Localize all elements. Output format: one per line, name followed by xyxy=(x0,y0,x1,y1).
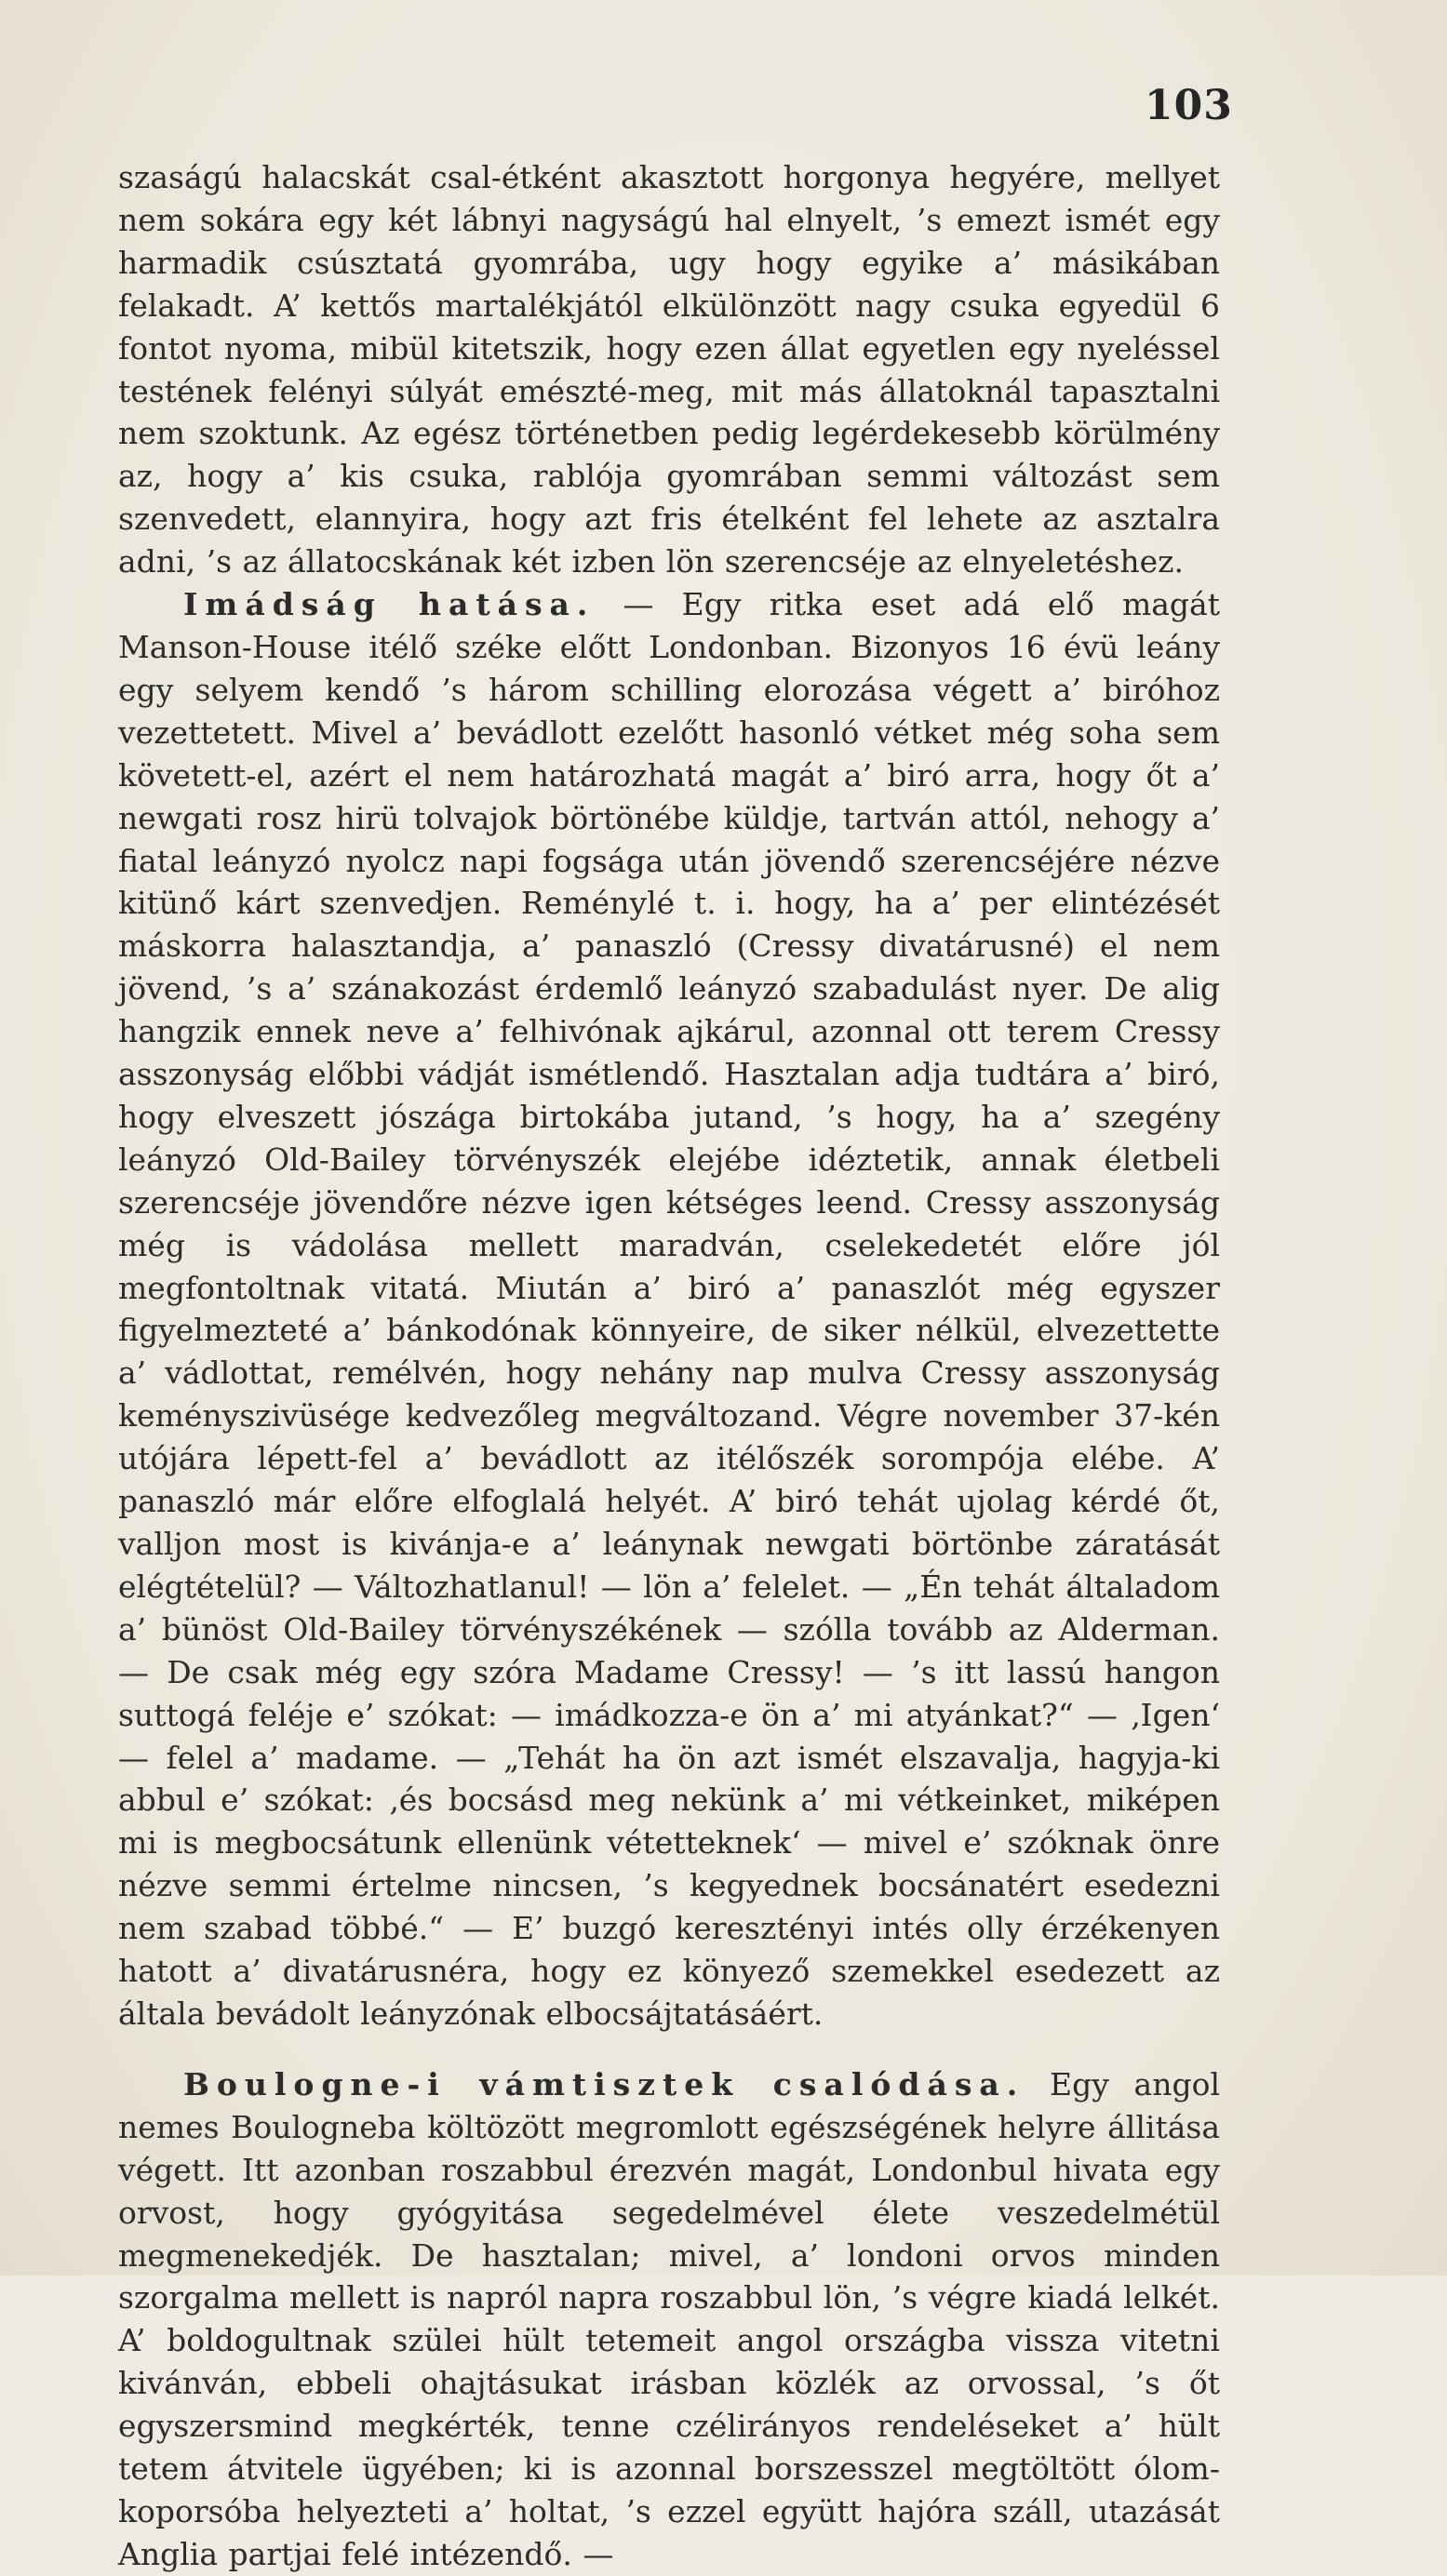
paragraph-text: Egy angol nemes Boulogneba költözött megromlott egészségének helyre állitása végett. Itt azonban roszabbul érezvén magát, Londonbul hivata egy orvost, hogy gyógyitása segedelmével élete veszedelmétül megmenekedjék. De hasztalan; mivel, a’ londoni orvos minden szorgalma mellett is napról napra roszabbul lön, ’s végre kiadá lelkét. A’ boldogultnak szülei hült tetemeit angol országba vissza vitetni kivánván, ebbeli ohajtásukat irásban közlék az orvossal, ’s őt egyszersmind megkérték, tenne czélirányos rendeléseket a’ hült tetem átvitele ügyében; ki is azonnal borszesszel megtöltött ólom-koporsóba helyezteti a’ holtat, ’s ezzel együtt hajóra száll, utazását Anglia partjai felé intézendő. — xyxy=(118,2065,1220,2572)
paragraph-continuation: szaságú halacskát csal-étként akasztott horgonya hegyére, mellyet nem sokára egy két lábnyi nagyságú hal elnyelt, ’s emezt ismét egy harmadik csúsztatá gyomrába, ugy hogy egyike a’ másikában felakadt. A’ kettős martalékjától elkülönzött nagy csuka egyedül 6 fontot nyoma, mibül kitetszik, hogy ezen állat egyetlen egy nyeléssel testének felényi súlyát emészté-meg, mit más állatoknál tapasztalni nem szoktunk. Az egész történetben pedig legérdekesebb körülmény az, hogy a’ kis csuka, rablója gyomrában semmi változást sem szenvedett, elannyira, hogy azt fris ételként fel lehete az asztalra adni, ’s az állatocskának két izben lön szerencséje az elnyeletéshez. xyxy=(118,159,1220,581)
page-number: 103 xyxy=(1145,82,1233,129)
section-heading-imadsag-hatasa: Imádság hatása. xyxy=(183,586,596,623)
paragraph-text: — Egy ritka eset adá elő magát Manson-House itélő széke előtt Londonban. Bizonyos 16 évü leány egy selyem kendő ’s három schilling elorozása végett a’ biróhoz vezettetett. Mivel a’ bevádlott ezelőtt hasonló vétket még soha sem követett-el, azért el nem határozhatá magát a’ biró arra, hogy őt a’ newgati rosz hirü tolvajok börtönébe küldje, tartván attól, nehogy a’ fiatal leányzó nyolcz napi fogsága után jövendő szerencséjére nézve kitünő kárt szenvedjen. Reménylé t. i. hogy, ha a’ per elintézését máskorra halasztandja, a’ panaszló (Cressy divatárusné) el nem jövend, ’s a’ szánakozást érdemlő leányzó szabadulást nyer. De alig hangzik ennek neve a’ felhivónak ajkárul, azonnal ott terem Cressy asszonyság előbbi vádját ismétlendő. Hasztalan adja tudtára a’ biró, hogy elveszett jószága birtokába jutand, ’s hogy, ha a’ szegény leányzó Old-Bailey törvényszék elejébe idéztetik, annak életbeli szerencséje jövendőre nézve igen kétséges leend. Cressy asszonyság még is vádolása mellett maradván, cselekedetét előre jól megfontoltnak vitatá. Miután a’ biró a’ panaszlót még egyszer figyelmezteté a’ bánkodónak könnyeire, de siker nélkül, elvezettette a’ vádlottat, remélvén, hogy nehány nap mulva Cressy asszonyság keményszivüsége kedvezőleg megváltozand. Végre november 37-kén utójára lépett-fel a’ bevádlott az itélőszék sorompója elébe. A’ panaszló már előre elfoglalá helyét. A’ biró tehát ujolag kérdé őt, valljon most is kivánja-e a’ leánynak newgati börtönbe záratását elégtételül? — Változhatlanul! — lön a’ felelet. — „Én tehát általadom a’ bünöst Old-Bailey törvényszékének — szólla tovább az Alderman. — De csak még egy szóra Madame Cressy! — ’s itt lassú hangon suttogá feléje e’ szókat: — imádkozza-e ön a’ mi atyánkat?“ — ‚Igen‘ — felel a’ madame. — „Tehát ha ön azt ismét elszavalja, hagyja-ki abbul e’ szókat: ‚és bocsásd meg nekünk a’ mi vétkeinket, miképen mi is megbocsátunk ellenünk vétetteknek‘ — mivel e’ szóknak önre nézve semmi értelme nincsen, ’s kegyednek bocsánatért esedezni nem szabad többé.“ — E’ buzgó keresztényi intés olly érzékenyen hatott a’ divatárusnéra, hogy ez könyező szemekkel esedezett az általa bevádolt leányzónak elbocsájtatásáért. xyxy=(118,586,1220,2032)
section-heading-boulogne: Boulogne-i vámtisztek csalódása. xyxy=(183,2065,1025,2102)
page-body xyxy=(118,156,1220,2576)
paragraph-boulogne xyxy=(118,2063,1220,2576)
paragraph-imadsag-hatasa xyxy=(118,583,1220,2035)
